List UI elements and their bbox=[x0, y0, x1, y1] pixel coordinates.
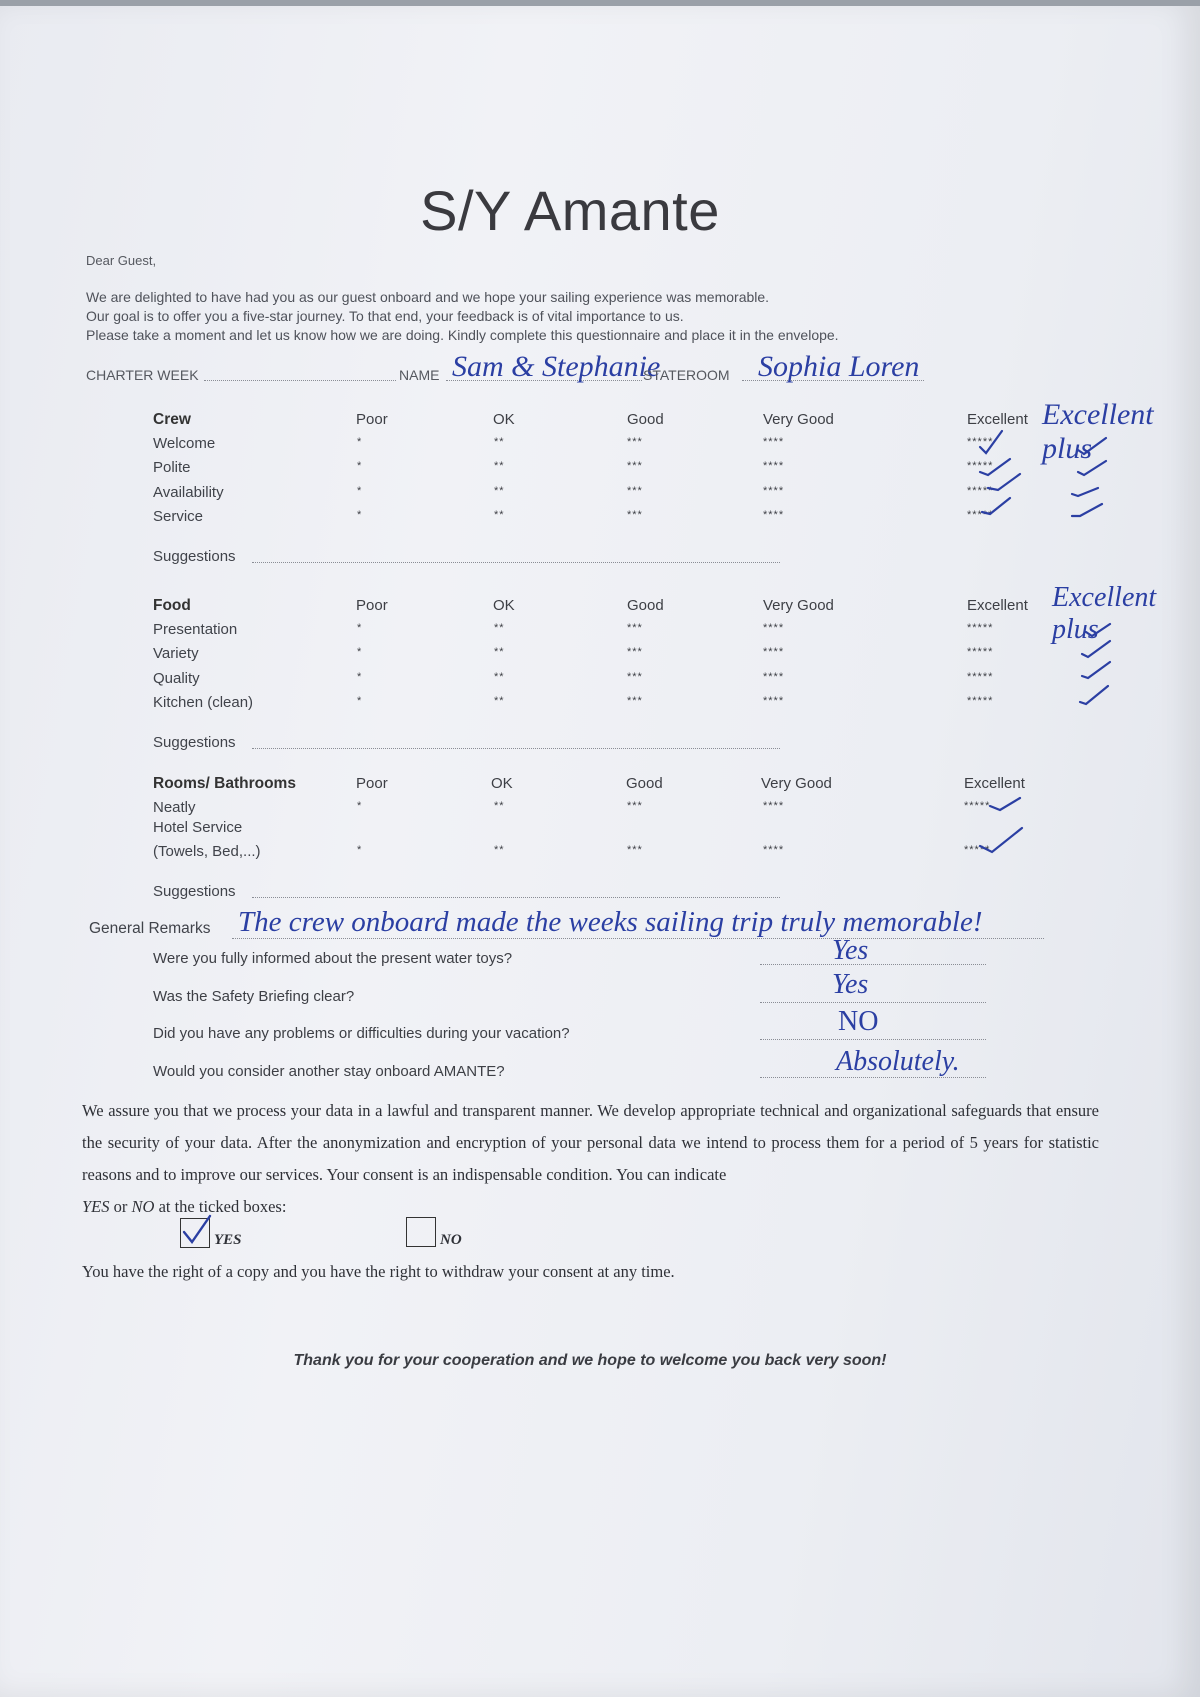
star-4[interactable]: **** bbox=[763, 436, 785, 448]
name-handwritten: Sam & Stephanie bbox=[452, 350, 661, 383]
suggestions-field[interactable] bbox=[252, 897, 780, 898]
handwritten-note: Excellent plus bbox=[1052, 582, 1157, 645]
star-1[interactable]: * bbox=[357, 485, 363, 497]
star-1[interactable]: * bbox=[357, 509, 363, 521]
star-2[interactable]: ** bbox=[494, 800, 505, 812]
star-3[interactable]: *** bbox=[627, 695, 643, 707]
star-2[interactable]: ** bbox=[494, 671, 505, 683]
star-3[interactable]: *** bbox=[627, 436, 643, 448]
rating-header-poor: Poor bbox=[356, 775, 388, 792]
rating-header-poor: Poor bbox=[356, 411, 388, 428]
star-4[interactable]: **** bbox=[763, 646, 785, 658]
item-label: Service bbox=[153, 508, 204, 525]
star-1[interactable]: * bbox=[357, 671, 363, 683]
consent-yes-label: YES bbox=[214, 1232, 242, 1248]
consent-no-checkbox[interactable] bbox=[406, 1217, 436, 1247]
consent-tail-text: at the ticked boxes: bbox=[154, 1197, 287, 1216]
item-label: Presentation bbox=[153, 621, 238, 638]
star-4[interactable]: **** bbox=[763, 485, 785, 497]
rating-header-ok: OK bbox=[491, 775, 513, 792]
check-icon bbox=[178, 1212, 218, 1248]
intro-line: Please take a moment and let us know how we are doing. Kindly complete this questionnaire and place it in the envelope. bbox=[86, 327, 839, 343]
consent-yes-word: YES bbox=[82, 1197, 110, 1216]
page-title: S/Y Amante bbox=[420, 179, 720, 242]
star-3[interactable]: *** bbox=[627, 646, 643, 658]
star-1[interactable]: * bbox=[357, 695, 363, 707]
item-label: Availability bbox=[153, 484, 224, 501]
star-4[interactable]: **** bbox=[763, 844, 785, 856]
name-label: NAME bbox=[399, 367, 440, 383]
star-3[interactable]: *** bbox=[627, 800, 643, 812]
answer-field[interactable] bbox=[760, 1039, 986, 1040]
check-mark bbox=[980, 828, 1022, 852]
star-5[interactable]: ***** bbox=[967, 622, 994, 634]
handwritten-note: Excellent plus bbox=[1042, 398, 1154, 465]
item-label: (Towels, Bed,...) bbox=[153, 843, 261, 860]
general-remarks-handwritten: The crew onboard made the weeks sailing trip truly memorable! bbox=[238, 906, 983, 938]
star-2[interactable]: ** bbox=[494, 460, 505, 472]
star-5[interactable]: ***** bbox=[967, 509, 994, 521]
question-text: Were you fully informed about the present water toys? bbox=[153, 950, 513, 967]
star-4[interactable]: **** bbox=[763, 509, 785, 521]
star-4[interactable]: **** bbox=[763, 695, 785, 707]
stateroom-label: STATEROOM bbox=[643, 367, 730, 383]
star-3[interactable]: *** bbox=[627, 671, 643, 683]
general-remarks-label: General Remarks bbox=[89, 920, 211, 937]
question-text: Did you have any problems or difficulties during your vacation? bbox=[153, 1025, 570, 1042]
question-text: Would you consider another stay onboard AMANTE? bbox=[153, 1063, 505, 1080]
star-5[interactable]: ***** bbox=[967, 646, 994, 658]
greeting: Dear Guest, bbox=[86, 253, 157, 268]
star-2[interactable]: ** bbox=[494, 695, 505, 707]
star-1[interactable]: * bbox=[357, 460, 363, 472]
rating-header-good: Good bbox=[626, 775, 663, 792]
charter-week-label: CHARTER WEEK bbox=[86, 367, 199, 383]
star-5[interactable]: ***** bbox=[964, 800, 991, 812]
item-label: Kitchen (clean) bbox=[153, 694, 254, 711]
star-2[interactable]: ** bbox=[494, 436, 505, 448]
star-1[interactable]: * bbox=[357, 800, 363, 812]
section-heading: Rooms/ Bathrooms bbox=[153, 775, 296, 792]
suggestions-label: Suggestions bbox=[153, 734, 236, 751]
star-4[interactable]: **** bbox=[763, 460, 785, 472]
star-3[interactable]: *** bbox=[627, 460, 643, 472]
stateroom-handwritten: Sophia Loren bbox=[758, 350, 920, 383]
star-5[interactable]: ***** bbox=[967, 485, 994, 497]
rating-header-poor: Poor bbox=[356, 597, 388, 614]
star-2[interactable]: ** bbox=[494, 485, 505, 497]
rating-header-ok: OK bbox=[493, 411, 515, 428]
suggestions-label: Suggestions bbox=[153, 548, 236, 565]
consent-no-word: NO bbox=[131, 1197, 155, 1216]
consent-no-label: NO bbox=[440, 1232, 462, 1248]
consent-text: We assure you that we process your data in a lawful and transparent manner. We develop appropriate technical and organizational safeguards that ensure the security of your data. After the anonymization and encryption of your personal data we intend to process them for a period of 5 years for statistic reasons and to improve our services. Your consent is an indispensable condition. You can indicate bbox=[82, 1101, 1099, 1184]
intro-line: Our goal is to offer you a five-star journey. To that end, your feedback is of vital importance to us. bbox=[86, 308, 684, 324]
item-label: Variety bbox=[153, 645, 199, 662]
suggestions-label: Suggestions bbox=[153, 883, 236, 900]
item-label: Welcome bbox=[153, 435, 216, 452]
answer-handwritten: Yes bbox=[832, 935, 869, 966]
star-1[interactable]: * bbox=[357, 646, 363, 658]
star-3[interactable]: *** bbox=[627, 844, 643, 856]
star-4[interactable]: **** bbox=[763, 800, 785, 812]
star-2[interactable]: ** bbox=[494, 844, 505, 856]
intro-line: We are delighted to have had you as our guest onboard and we hope your sailing experience was memorable. bbox=[86, 289, 770, 305]
consent-paragraph bbox=[82, 1095, 1099, 1223]
star-4[interactable]: **** bbox=[763, 622, 785, 634]
star-3[interactable]: *** bbox=[627, 509, 643, 521]
check-mark bbox=[990, 798, 1020, 810]
rating-header-very-good: Very Good bbox=[763, 411, 834, 428]
consent-or: or bbox=[109, 1197, 132, 1216]
star-2[interactable]: ** bbox=[494, 622, 505, 634]
star-5[interactable]: ***** bbox=[967, 460, 994, 472]
item-label: Neatly bbox=[153, 799, 196, 816]
item-label: Polite bbox=[153, 459, 191, 476]
star-1[interactable]: * bbox=[357, 436, 363, 448]
star-1[interactable]: * bbox=[357, 844, 363, 856]
rating-header-very-good: Very Good bbox=[763, 597, 834, 614]
star-3[interactable]: *** bbox=[627, 622, 643, 634]
rating-header-ok: OK bbox=[493, 597, 515, 614]
item-label: Hotel Service bbox=[153, 819, 243, 836]
star-4[interactable]: **** bbox=[763, 671, 785, 683]
star-2[interactable]: ** bbox=[494, 646, 505, 658]
star-5[interactable]: ***** bbox=[964, 844, 991, 856]
question-text: Was the Safety Briefing clear? bbox=[153, 988, 355, 1005]
section-heading: Crew bbox=[153, 411, 191, 428]
answer-handwritten: Absolutely. bbox=[836, 1046, 960, 1077]
star-3[interactable]: *** bbox=[627, 485, 643, 497]
answer-handwritten: NO bbox=[838, 1006, 879, 1037]
copy-right-text: You have the right of a copy and you have the right to withdraw your consent at any time. bbox=[82, 1262, 675, 1281]
rating-header-good: Good bbox=[627, 411, 664, 428]
rating-header-very-good: Very Good bbox=[761, 775, 832, 792]
star-5[interactable]: ***** bbox=[967, 671, 994, 683]
rating-header-excellent: Excellent bbox=[967, 411, 1028, 428]
item-label: Quality bbox=[153, 670, 200, 687]
section-heading: Food bbox=[153, 597, 191, 614]
rating-header-excellent: Excellent bbox=[967, 597, 1028, 614]
answer-field[interactable] bbox=[760, 964, 986, 965]
thank-you-line: Thank you for your cooperation and we hope to welcome you back very soon! bbox=[293, 1352, 887, 1369]
rating-header-excellent: Excellent bbox=[964, 775, 1025, 792]
answer-field[interactable] bbox=[760, 1002, 986, 1003]
star-5[interactable]: ***** bbox=[967, 695, 994, 707]
star-2[interactable]: ** bbox=[494, 509, 505, 521]
star-5[interactable]: ***** bbox=[967, 436, 994, 448]
answer-handwritten: Yes bbox=[832, 969, 869, 1000]
rating-header-good: Good bbox=[627, 597, 664, 614]
star-1[interactable]: * bbox=[357, 622, 363, 634]
